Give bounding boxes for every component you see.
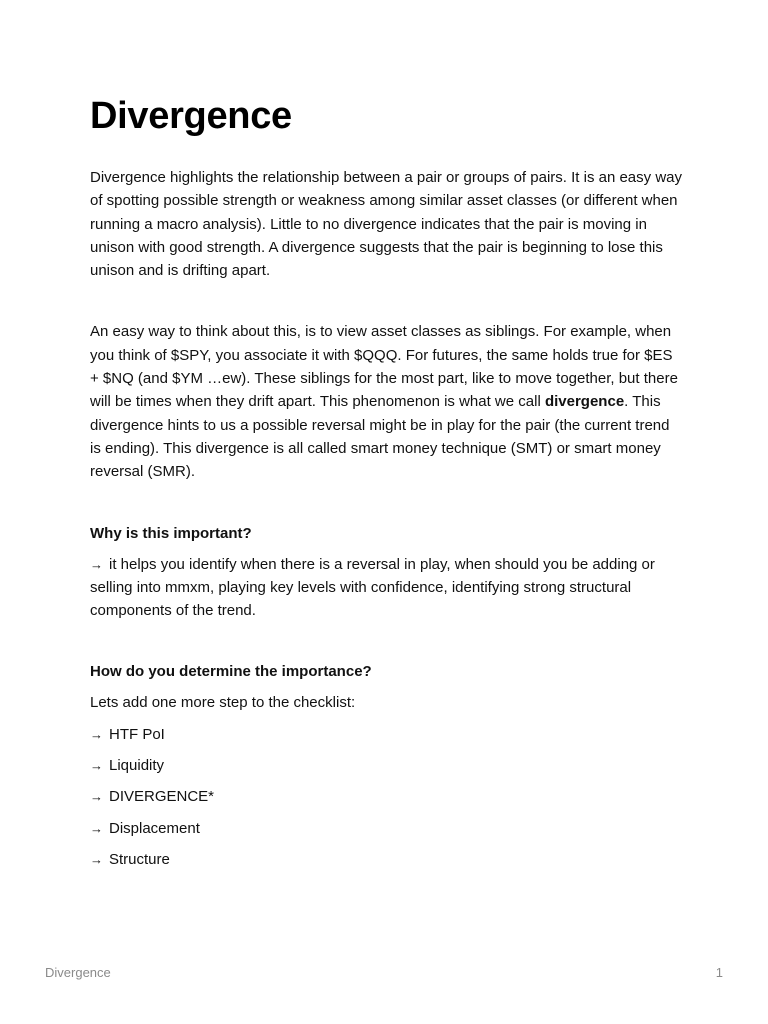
arrow-right-icon: → (90, 789, 103, 805)
arrow-right-icon: → (90, 726, 103, 742)
heading-determine-importance: How do you determine the importance? (90, 663, 372, 681)
paragraph-siblings-text-end: . This divergence hints to us a possible reversal might be in play for the pair (the current trend is ending). This divergence is all called smart money technique (SMT) or smart money reversal (SMR). (90, 393, 670, 481)
arrow-right-icon: → (90, 556, 103, 572)
document-body (90, 94, 682, 879)
paragraph-why-important (90, 553, 682, 623)
checklist-item-label: Structure (109, 850, 170, 868)
checklist-item-label: Liquidity (109, 757, 165, 775)
arrow-right-icon: → (90, 820, 103, 836)
heading-why-important: Why is this important? (90, 524, 252, 542)
checklist-intro: Lets add one more step to the checklist: (90, 694, 356, 712)
divergence-emphasis: divergence (544, 393, 625, 411)
paragraph-siblings (90, 320, 682, 483)
checklist (90, 723, 682, 871)
arrow-right-icon: → (90, 758, 103, 774)
checklist-item (90, 785, 682, 808)
checklist-item (90, 848, 682, 871)
paragraph-intro: Divergence highlights the relationship between a pair or groups of pairs. It is an easy way of spotting possible strength or weakness among similar asset classes (or different when running a macro analysis). Little to no divergence indicates that the pair is moving in unison with good strength. A divergence suggests that the pair is beginning to lose this unison and is drifting apart. (90, 169, 682, 280)
checklist-item (90, 754, 682, 777)
checklist-item-label: DIVERGENCE* (109, 788, 215, 806)
footer-page-number: 1 (715, 965, 723, 980)
checklist-item-label: Displacement (109, 819, 200, 837)
arrow-right-icon: → (90, 851, 103, 867)
paragraph-siblings-text-start: An easy way to think about this, is to view asset classes as siblings. For example, when you think of $SPY, you associate it with $QQQ. For futures, the same holds true for $ES + $NQ (and $YM …ew). These siblings for the most part, like to move together, but there will be times when they drift apart. This phenomenon is what we call (90, 323, 678, 411)
paragraph-why-important-text: it helps you identify when there is a reversal in play, when should you be adding or selling into mmxm, playing key levels with confidence, identifying strong structural components of the trend. (90, 555, 655, 620)
checklist-item-label: HTF PoI (109, 725, 165, 743)
checklist-item (90, 817, 682, 840)
checklist-item (90, 723, 682, 746)
footer-document-title: Divergence (45, 965, 111, 980)
page-title: Divergence (90, 95, 292, 137)
